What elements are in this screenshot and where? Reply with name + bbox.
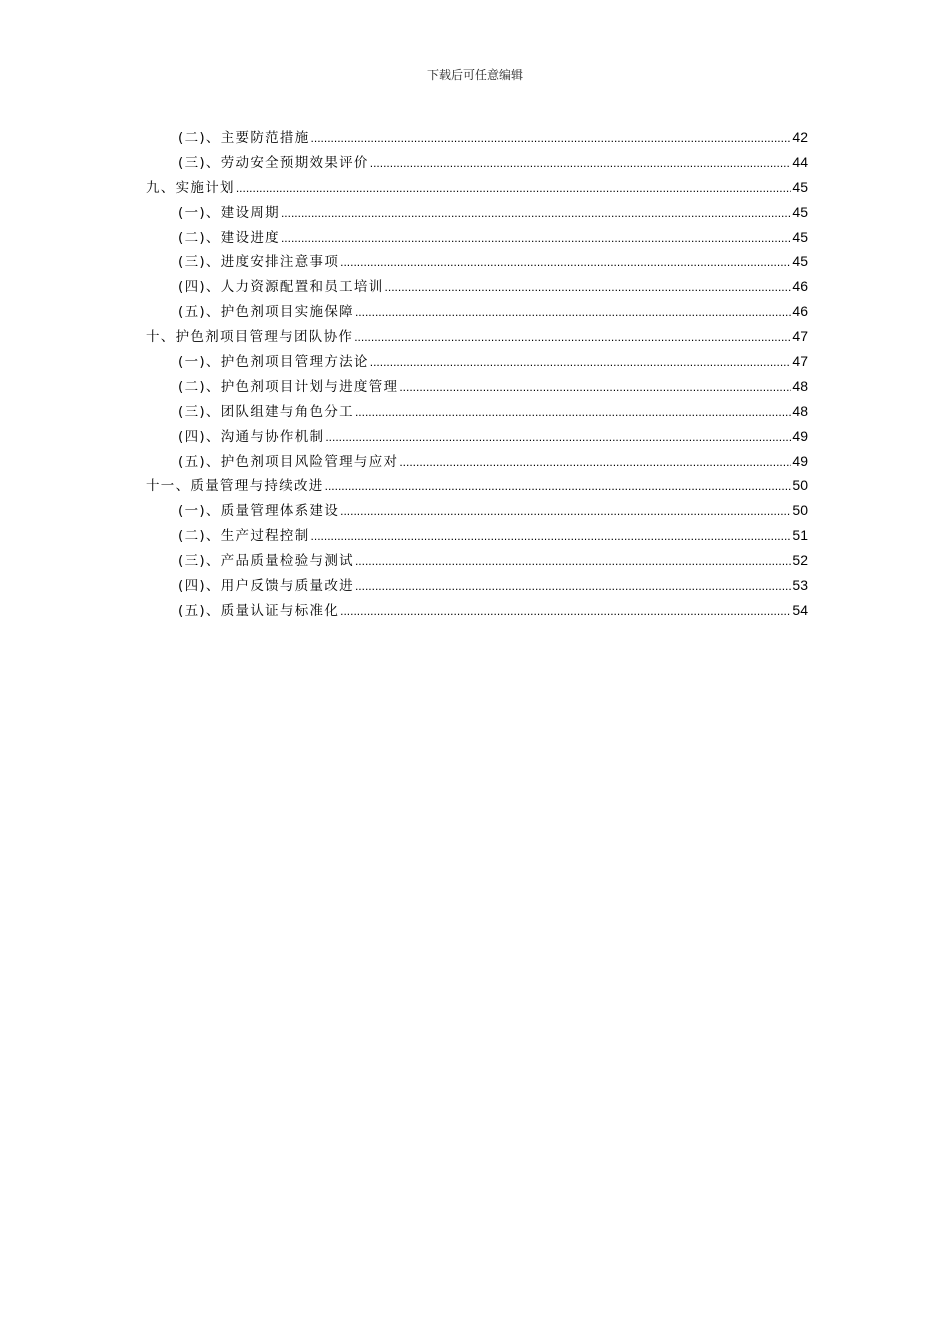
table-of-contents <box>146 126 808 624</box>
toc-entry-page-number: 46 <box>792 278 808 295</box>
toc-entry-page-number: 45 <box>792 228 808 245</box>
toc-dot-leader <box>355 305 791 319</box>
toc-entry-title: (二)、护色剂项目计划与进度管理 <box>178 378 399 395</box>
toc-entry-title: (四)、沟通与协作机制 <box>178 428 325 445</box>
toc-dot-leader <box>311 131 792 145</box>
toc-entry[interactable] <box>146 574 808 599</box>
toc-entry[interactable] <box>146 151 808 176</box>
toc-entry-page-number: 53 <box>792 577 808 594</box>
toc-entry-title: (一)、质量管理体系建设 <box>178 503 340 520</box>
toc-entry[interactable] <box>146 375 808 400</box>
toc-entry[interactable] <box>146 599 808 624</box>
toc-dot-leader <box>399 380 791 394</box>
toc-entry-title: 十一、质量管理与持续改进 <box>146 478 324 495</box>
toc-entry[interactable] <box>146 126 808 151</box>
toc-entry[interactable] <box>146 474 808 499</box>
toc-dot-leader <box>281 231 791 245</box>
toc-entry[interactable] <box>146 499 808 524</box>
toc-entry-page-number: 49 <box>792 452 808 469</box>
toc-dot-leader <box>370 156 792 170</box>
toc-entry[interactable] <box>146 176 808 201</box>
toc-entry-page-number: 49 <box>792 427 808 444</box>
toc-entry-title: (一)、护色剂项目管理方法论 <box>178 354 369 371</box>
toc-entry-page-number: 45 <box>792 253 808 270</box>
toc-entry-page-number: 46 <box>792 303 808 320</box>
toc-entry-title: (五)、护色剂项目风险管理与应对 <box>178 453 399 470</box>
toc-entry[interactable] <box>146 524 808 549</box>
toc-dot-leader <box>370 355 792 369</box>
toc-entry-page-number: 47 <box>792 353 808 370</box>
toc-dot-leader <box>354 330 791 344</box>
toc-entry-title: (二)、生产过程控制 <box>178 528 310 545</box>
toc-dot-leader <box>236 181 792 195</box>
toc-entry[interactable] <box>146 201 808 226</box>
toc-dot-leader <box>355 405 791 419</box>
toc-entry-page-number: 50 <box>792 477 808 494</box>
toc-entry[interactable] <box>146 549 808 574</box>
toc-entry-page-number: 54 <box>792 601 808 618</box>
toc-entry-title: (四)、人力资源配置和员工培训 <box>178 279 384 296</box>
toc-dot-leader <box>325 430 791 444</box>
toc-entry-title: (五)、质量认证与标准化 <box>178 602 340 619</box>
toc-entry-title: (一)、建设周期 <box>178 204 280 221</box>
toc-dot-leader <box>340 604 791 618</box>
toc-entry[interactable] <box>146 400 808 425</box>
toc-entry[interactable] <box>146 226 808 251</box>
toc-dot-leader <box>281 206 791 220</box>
toc-entry[interactable] <box>146 250 808 275</box>
toc-entry-title: 十、护色剂项目管理与团队协作 <box>146 329 354 346</box>
toc-entry-title: 九、实施计划 <box>146 179 235 196</box>
toc-dot-leader <box>311 529 792 543</box>
toc-dot-leader <box>340 255 791 269</box>
toc-entry[interactable] <box>146 425 808 450</box>
toc-entry-page-number: 47 <box>792 328 808 345</box>
toc-dot-leader <box>355 554 791 568</box>
toc-entry-title: (四)、用户反馈与质量改进 <box>178 578 354 595</box>
toc-entry-title: (三)、团队组建与角色分工 <box>178 403 354 420</box>
toc-entry-title: (二)、建设进度 <box>178 229 280 246</box>
toc-entry-title: (五)、护色剂项目实施保障 <box>178 304 354 321</box>
toc-entry[interactable] <box>146 275 808 300</box>
toc-entry[interactable] <box>146 350 808 375</box>
toc-entry-title: (三)、劳动安全预期效果评价 <box>178 154 369 171</box>
toc-entry-page-number: 48 <box>792 377 808 394</box>
toc-entry[interactable] <box>146 450 808 475</box>
toc-entry-page-number: 44 <box>792 153 808 170</box>
toc-entry[interactable] <box>146 300 808 325</box>
toc-entry-page-number: 50 <box>792 502 808 519</box>
toc-dot-leader <box>355 579 791 593</box>
toc-entry-title: (三)、进度安排注意事项 <box>178 254 340 271</box>
toc-entry-page-number: 42 <box>792 129 808 145</box>
toc-entry-page-number: 51 <box>792 527 808 544</box>
toc-entry-page-number: 45 <box>792 203 808 220</box>
toc-entry-title: (二)、主要防范措施 <box>178 130 310 146</box>
toc-entry-title: (三)、产品质量检验与测试 <box>178 553 354 570</box>
toc-dot-leader <box>340 504 791 518</box>
toc-dot-leader <box>325 479 792 493</box>
toc-entry-page-number: 45 <box>792 178 808 195</box>
toc-entry-page-number: 48 <box>792 402 808 419</box>
toc-entry-page-number: 52 <box>792 552 808 569</box>
page-header: 下载后可任意编辑 <box>426 68 523 82</box>
toc-dot-leader <box>399 455 791 469</box>
toc-dot-leader <box>385 280 792 294</box>
toc-entry[interactable] <box>146 325 808 350</box>
